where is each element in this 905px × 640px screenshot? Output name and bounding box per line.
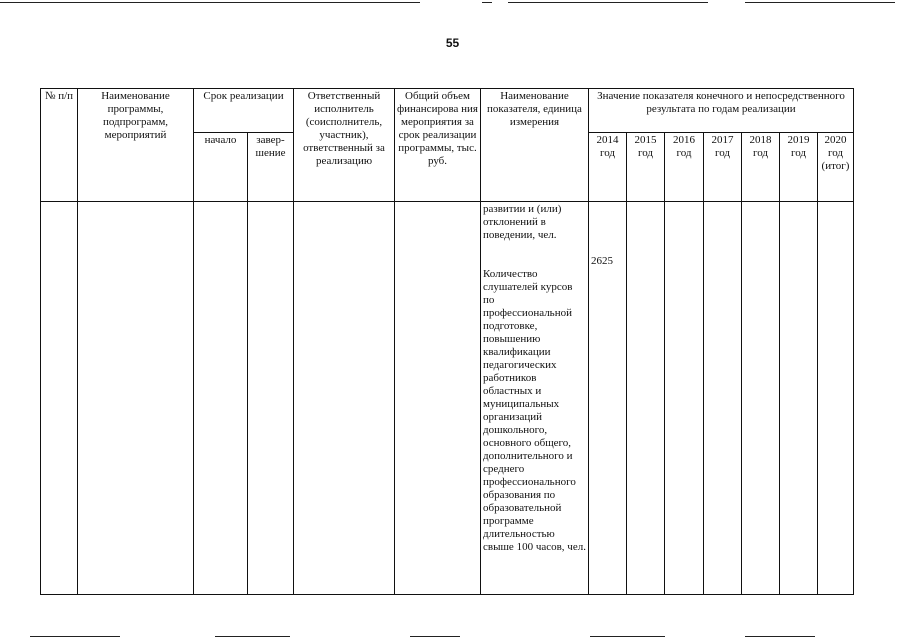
year-unit: год — [637, 147, 654, 159]
cell-number — [41, 202, 78, 595]
table-row — [41, 202, 854, 595]
bottom-rule — [590, 636, 665, 637]
header-period-end: завер-шение — [248, 133, 294, 202]
cell-period-end — [248, 202, 294, 595]
header-executor: Ответственный исполнитель (соисполнитель, участник), ответственный за реализацию — [294, 89, 395, 202]
year-label: 2017 — [711, 134, 734, 146]
header-year-2018 — [742, 133, 780, 202]
year-unit: год — [676, 147, 692, 159]
cell-executor — [294, 202, 395, 595]
header-year-2019 — [780, 133, 818, 202]
header-year-2014 — [589, 133, 627, 202]
cell-value-2020 — [818, 202, 854, 595]
cell-funding — [395, 202, 481, 595]
bottom-rule — [215, 636, 290, 637]
top-rule — [482, 2, 492, 3]
year-label: 2019 — [787, 134, 810, 146]
bottom-rule — [410, 636, 460, 637]
top-rule — [508, 2, 708, 3]
header-year-2017 — [704, 133, 742, 202]
year-unit: год — [599, 147, 616, 159]
indicator-continuation: развитии и (или) отклонений в поведении, чел. — [483, 203, 562, 241]
cell-indicator — [481, 202, 589, 595]
cell-period-start — [194, 202, 248, 595]
header-year-2016 — [665, 133, 704, 202]
cell-value-2017 — [704, 202, 742, 595]
header-row — [41, 89, 854, 133]
header-number: № п/п — [41, 89, 78, 202]
cell-value-2015 — [627, 202, 665, 595]
year-label: 2018 — [749, 134, 772, 146]
header-period: Срок реализации — [194, 89, 294, 133]
value-2014: 2625 — [591, 255, 613, 267]
top-rule — [745, 2, 895, 3]
cell-value-2018 — [742, 202, 780, 595]
year-label: 2014 — [596, 134, 619, 146]
header-values-group: Значение показателя конечного и непосредственного результата по годам реализации — [589, 89, 854, 133]
top-rule — [0, 2, 420, 3]
cell-value-2019 — [780, 202, 818, 595]
page-number: 55 — [445, 36, 460, 50]
header-year-2020 — [818, 133, 854, 202]
header-indicator: Наименование показателя, единица измерения — [481, 89, 589, 202]
indicator-listeners: Количество слушателей курсов по профессиональной подготовке, повышению квалификации педагогических работников областных и муниципальных организаций дошкольного, основного общего, дополнительного и среднего профессионального образования по образовательной программе длительностью свыше 100 часов, чел. — [483, 268, 586, 553]
cell-program — [78, 202, 194, 595]
bottom-rule — [745, 636, 815, 637]
header-program: Наименование программы, подпрограмм, мероприятий — [78, 89, 194, 202]
cell-value-2016 — [665, 202, 704, 595]
year-label: 2020 — [824, 134, 847, 146]
year-unit: год — [714, 147, 731, 159]
header-year-2015 — [627, 133, 665, 202]
year-unit: год — [790, 147, 807, 159]
header-funding: Общий объем финансирова ния мероприятия за срок реализации программы, тыс. руб. — [395, 89, 481, 202]
program-table — [40, 88, 854, 595]
year-unit: год — [752, 147, 769, 159]
cell-value-2014 — [589, 202, 627, 595]
year-label: 2015 — [634, 134, 657, 146]
year-unit: год (итог) — [821, 147, 850, 172]
bottom-rule — [30, 636, 120, 637]
header-period-start: начало — [194, 133, 248, 202]
year-label: 2016 — [673, 134, 695, 146]
